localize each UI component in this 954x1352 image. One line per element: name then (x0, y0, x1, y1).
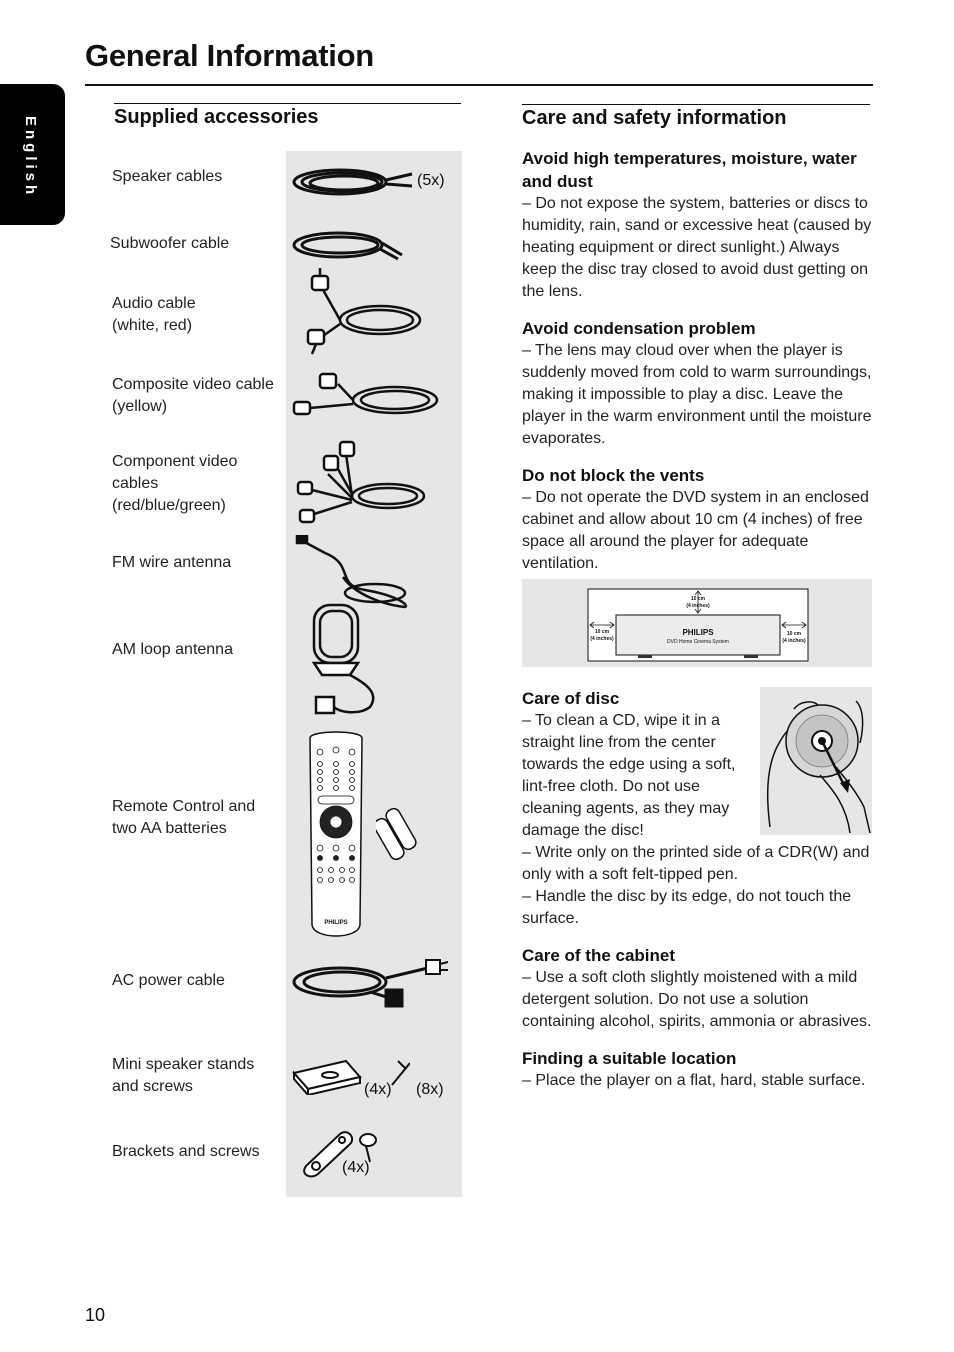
vent-top-sub: (4 inches) (686, 603, 710, 609)
accessories-rule (114, 103, 461, 104)
accessory-line: AM loop antenna (112, 641, 233, 658)
accessory-line: Component video (112, 453, 238, 470)
care-heading: Care of the cabinet (522, 946, 676, 965)
language-tab-label: English (22, 116, 39, 199)
accessory-remote-control (112, 796, 287, 840)
accessory-line: and screws (112, 1078, 193, 1095)
vent-top-label: 10 cm (690, 596, 706, 602)
title-divider (85, 84, 873, 86)
accessory-am-antenna (112, 639, 287, 661)
speaker-cable-illustration (290, 162, 415, 206)
qty-speaker-cables: (5x) (417, 172, 445, 189)
care-paragraph: – Do not expose the system, batteries or discs to humidity, rain, sand or excessive heat (caused by heating equipment or direct sunlight.) Always keep the disc tray closed to avoid dust getting on the lens. (522, 195, 872, 300)
accessory-line: Subwoofer cable (110, 235, 230, 252)
vent-left-label: 10 cm (594, 629, 610, 635)
am-antenna-illustration (310, 603, 390, 721)
accessory-line: FM wire antenna (112, 554, 232, 571)
accessory-composite-video-cable (112, 374, 292, 418)
care-section-condensation (522, 317, 872, 450)
page-title: General Information (85, 38, 374, 73)
accessory-component-video-cables (112, 451, 287, 517)
accessory-line: Remote Control and (112, 798, 256, 815)
remote-control-illustration (304, 728, 368, 944)
speaker-stands-illustration (290, 1055, 410, 1095)
vent-right-label: 10 cm (786, 631, 802, 637)
accessory-line: AC power cable (112, 972, 225, 989)
care-section-temperature (522, 147, 872, 303)
care-section-cabinet (522, 944, 872, 1033)
care-heading: Do not block the vents (522, 466, 705, 485)
accessory-subwoofer-cable (110, 233, 285, 255)
care-paragraph: – Do not operate the DVD system in an enclosed cabinet and allow about 10 cm (4 inches) of free space all around the player for adequate ventilation. (522, 489, 869, 572)
care-paragraph: – The lens may cloud over when the player is suddenly moved from cold to warm surroundings, making it impossible to play a disc. Leave the player in the warm environment until the moisture evaporates. (522, 342, 872, 447)
disc-cleaning-illustration (760, 687, 872, 835)
disc-cleaning-drawing (760, 687, 872, 835)
accessory-line: (yellow) (112, 398, 168, 415)
qty-stand-screws: (8x) (416, 1081, 444, 1098)
vent-device-brand: PHILIPS (682, 628, 714, 637)
care-content (522, 147, 872, 1106)
care-paragraph: – Handle the disc by its edge, do not touch the surface. (522, 888, 852, 927)
qty-speaker-stands: (4x) (364, 1081, 392, 1098)
care-rule (522, 104, 870, 105)
accessory-line: Mini speaker stands (112, 1056, 255, 1073)
accessory-line: Brackets and screws (112, 1143, 260, 1160)
care-paragraph: – Use a soft cloth slightly moistened with a mild detergent solution. Do not use a solution containing alcohol, spirits, ammonia or abrasives. (522, 969, 872, 1030)
care-section-disc (522, 687, 872, 930)
accessory-line: cables (112, 475, 159, 492)
accessory-line: (white, red) (112, 317, 193, 334)
care-heading: Finding a suitable location (522, 1049, 737, 1068)
page-number: 10 (85, 1305, 106, 1325)
accessory-line: (red/blue/green) (112, 497, 226, 514)
care-title: Care and safety information (522, 107, 787, 129)
aa-batteries-illustration (376, 805, 432, 865)
care-heading: Care of disc (522, 689, 620, 708)
composite-video-cable-illustration (290, 372, 440, 422)
vent-left-sub: (4 inches) (590, 636, 614, 642)
care-section-location (522, 1047, 872, 1092)
vent-right-sub: (4 inches) (782, 638, 806, 644)
accessory-ac-power-cable (112, 970, 287, 992)
accessory-brackets (112, 1141, 287, 1163)
accessory-speaker-cables (112, 166, 287, 188)
accessories-title: Supplied accessories (114, 106, 319, 128)
care-paragraph: – To clean a CD, wipe it in a straight line from the center towards the edge using a soft, lint-free cloth. Do not use cleaning agents, as they may damage the disc! (522, 712, 736, 839)
care-paragraph: – Write only on the printed side of a CDR(W) and only with a soft felt-tipped pen. (522, 844, 870, 883)
accessory-line: Composite video cable (112, 376, 274, 393)
accessory-audio-cable (112, 293, 287, 337)
ventilation-diagram (522, 579, 872, 667)
vent-device-model: DVD Home Cinema System (667, 639, 729, 645)
ac-power-cable-illustration (290, 958, 450, 1010)
audio-cable-illustration (290, 268, 425, 358)
accessory-line: two AA batteries (112, 820, 227, 837)
care-section-vents (522, 464, 872, 667)
care-paragraph: – Place the player on a flat, hard, stable surface. (522, 1072, 866, 1089)
remote-brand-logo: PHILIPS (324, 920, 348, 926)
qty-brackets: (4x) (342, 1159, 370, 1176)
care-heading: Avoid high temperatures, moisture, water and dust (522, 149, 857, 191)
accessory-line: Audio cable (112, 295, 196, 312)
component-video-cables-illustration (290, 440, 430, 530)
subwoofer-cable-illustration (290, 227, 405, 265)
language-tab (0, 84, 65, 225)
ventilation-diagram-drawing (522, 579, 872, 667)
accessory-fm-antenna (112, 552, 287, 574)
accessory-speaker-stands (112, 1054, 287, 1098)
care-heading: Avoid condensation problem (522, 319, 756, 338)
brackets-illustration (300, 1128, 380, 1178)
accessory-line: Speaker cables (112, 168, 223, 185)
